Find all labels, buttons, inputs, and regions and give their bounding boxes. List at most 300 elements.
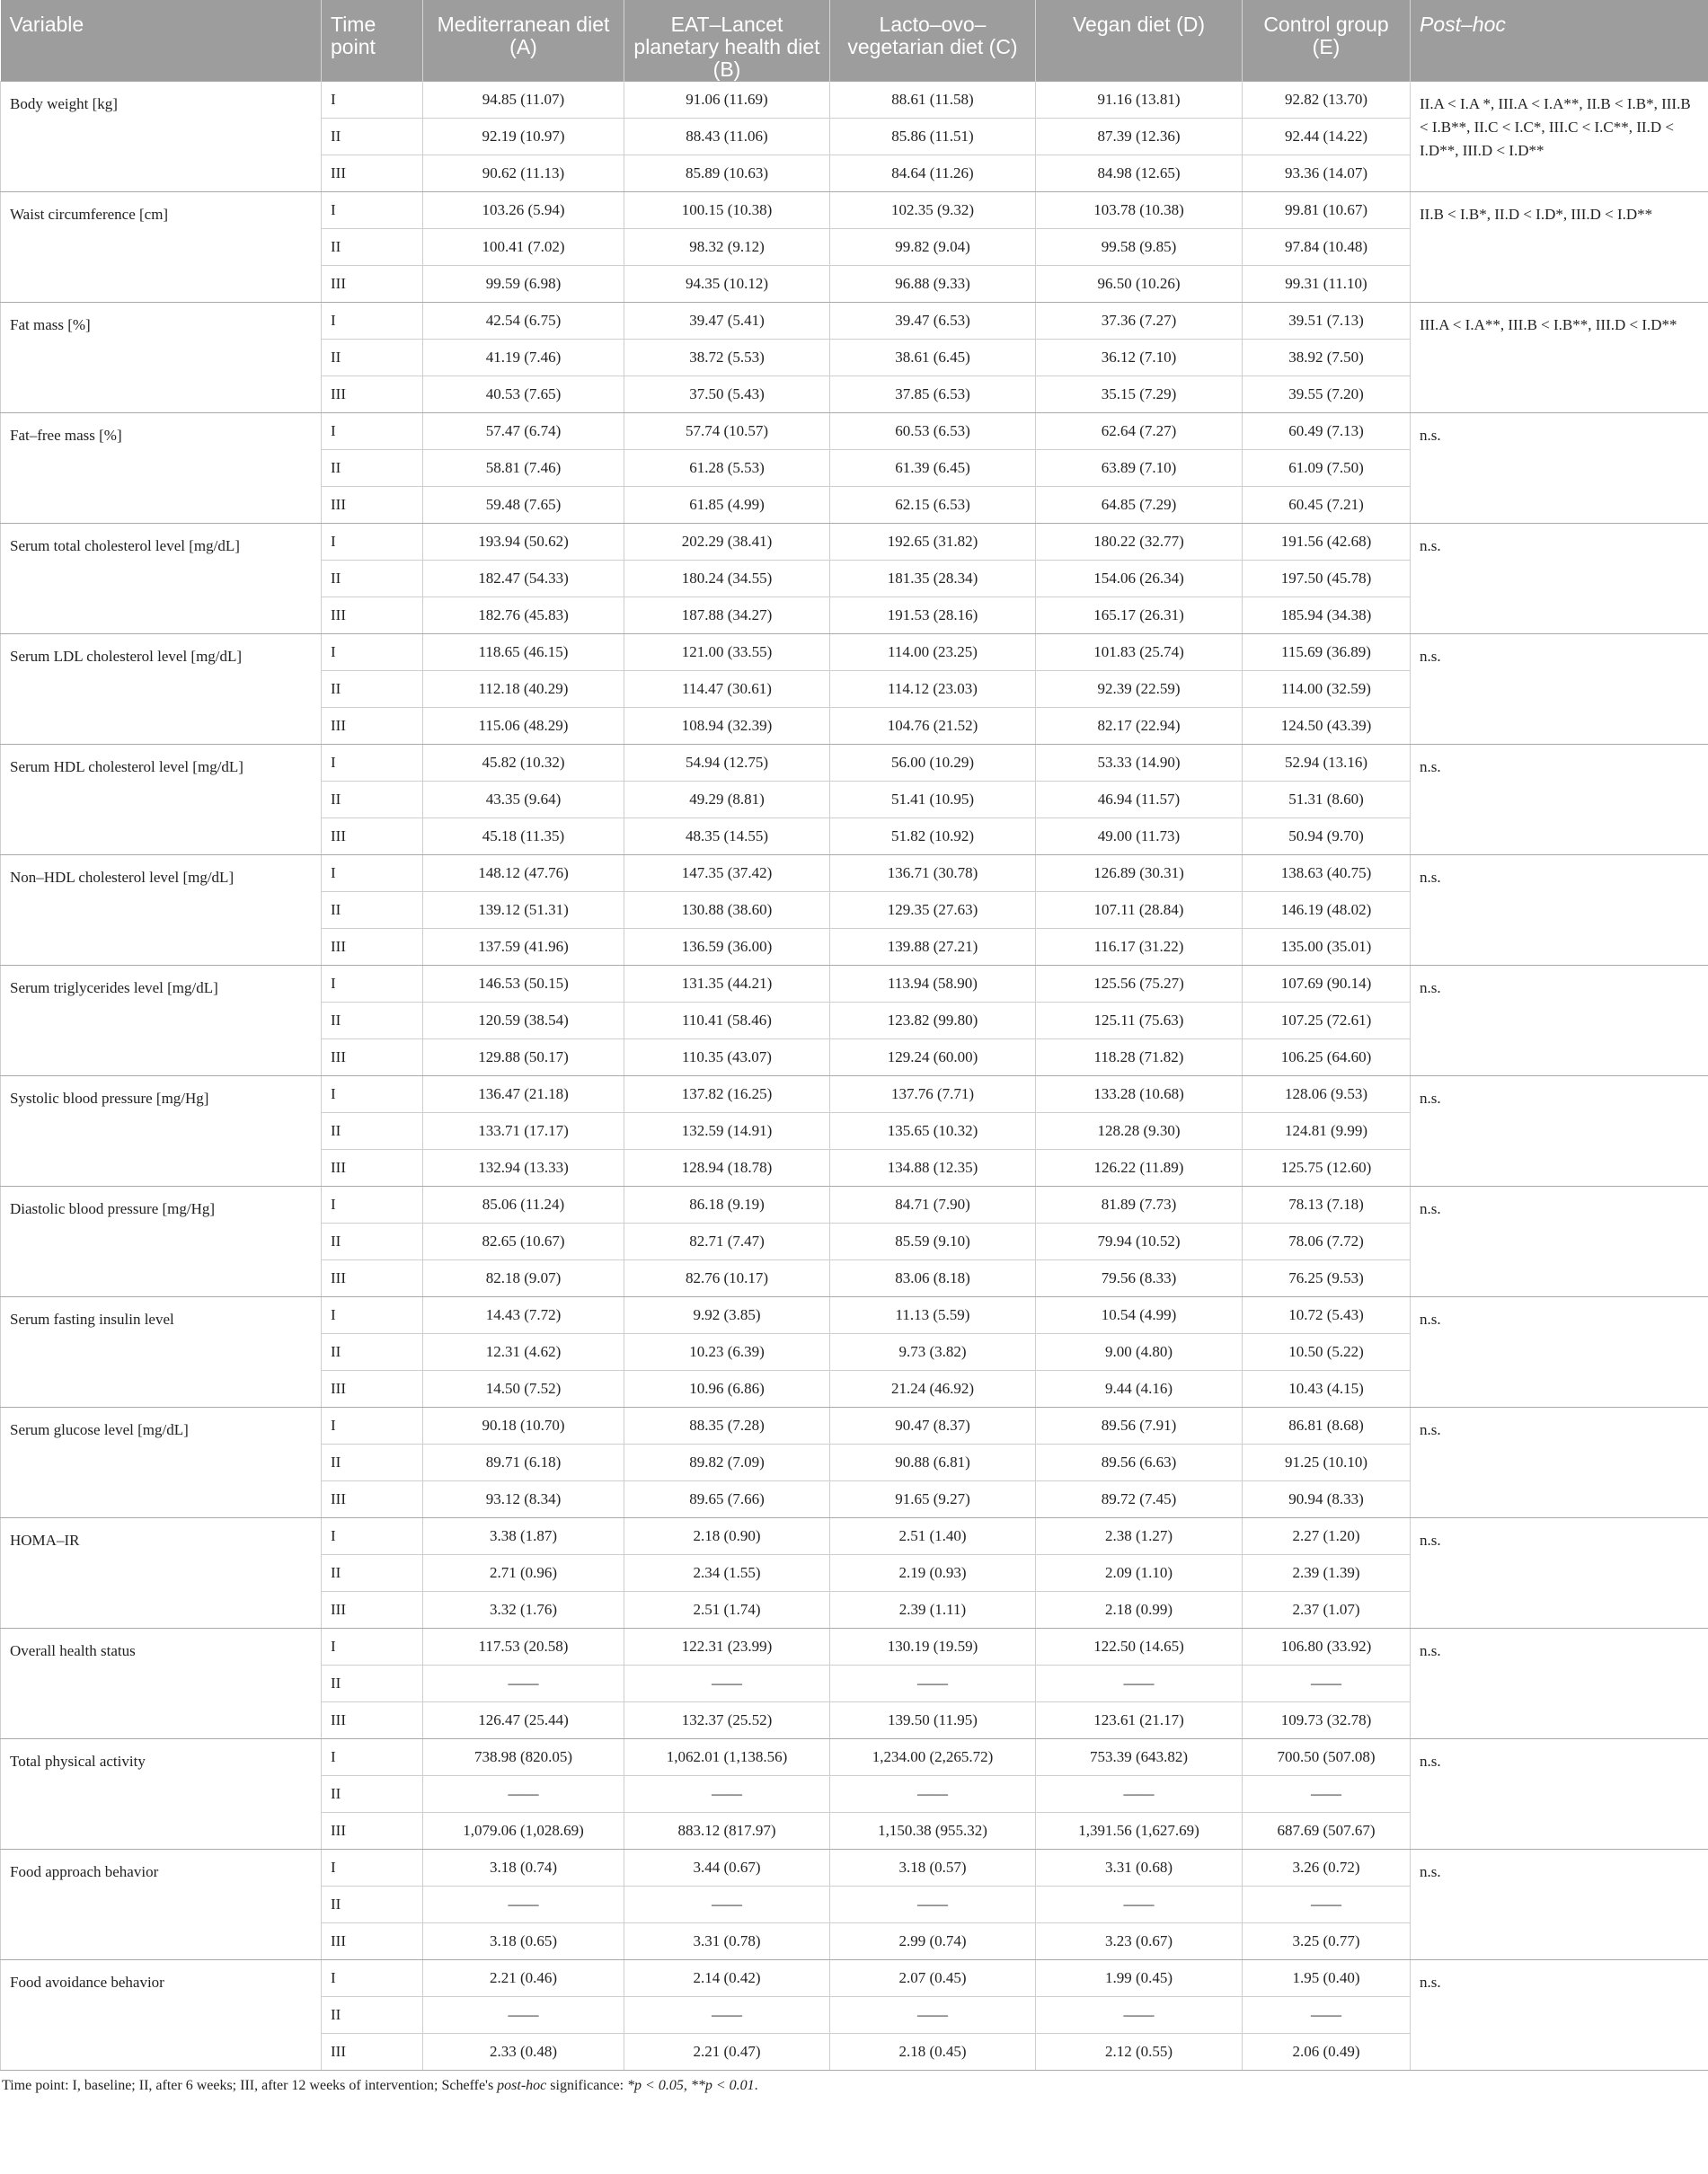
- value-cell: 753.39 (643.82): [1036, 1739, 1243, 1776]
- value-cell: 139.12 (51.31): [423, 892, 624, 929]
- value-cell: 123.82 (99.80): [830, 1003, 1036, 1039]
- value-cell: 133.28 (10.68): [1036, 1076, 1243, 1113]
- value-cell: 90.18 (10.70): [423, 1408, 624, 1445]
- value-cell: 126.47 (25.44): [423, 1702, 624, 1739]
- value-cell: 62.64 (7.27): [1036, 413, 1243, 450]
- value-cell: 94.35 (10.12): [624, 266, 830, 303]
- value-cell: 130.19 (19.59): [830, 1629, 1036, 1666]
- value-cell: 38.72 (5.53): [624, 340, 830, 376]
- posthoc-cell: n.s.: [1411, 524, 1708, 634]
- value-cell: 64.85 (7.29): [1036, 487, 1243, 524]
- time-point-cell: II: [322, 229, 423, 266]
- table-row: [1, 1297, 1708, 1334]
- value-cell: 738.98 (820.05): [423, 1739, 624, 1776]
- value-cell: 9.92 (3.85): [624, 1297, 830, 1334]
- value-cell: 132.37 (25.52): [624, 1702, 830, 1739]
- time-point-cell: III: [322, 1371, 423, 1408]
- value-cell: 79.56 (8.33): [1036, 1260, 1243, 1297]
- value-cell: 10.72 (5.43): [1243, 1297, 1411, 1334]
- value-cell: 79.94 (10.52): [1036, 1224, 1243, 1260]
- time-point-cell: I: [322, 1850, 423, 1887]
- variable-cell: HOMA–IR: [1, 1518, 322, 1629]
- posthoc-cell: n.s.: [1411, 966, 1708, 1076]
- value-cell: 85.89 (10.63): [624, 155, 830, 192]
- value-cell: 98.32 (9.12): [624, 229, 830, 266]
- variable-cell: Serum glucose level [mg/dL]: [1, 1408, 322, 1518]
- value-cell: 81.89 (7.73): [1036, 1187, 1243, 1224]
- posthoc-cell: n.s.: [1411, 1518, 1708, 1629]
- value-cell: 129.35 (27.63): [830, 892, 1036, 929]
- value-cell: 136.59 (36.00): [624, 929, 830, 966]
- value-cell: 182.47 (54.33): [423, 561, 624, 597]
- value-cell: 191.53 (28.16): [830, 597, 1036, 634]
- value-cell: 135.00 (35.01): [1243, 929, 1411, 966]
- posthoc-cell: n.s.: [1411, 1297, 1708, 1408]
- value-cell: ——: [830, 1997, 1036, 2034]
- value-cell: 99.81 (10.67): [1243, 192, 1411, 229]
- time-point-cell: II: [322, 1887, 423, 1923]
- table-body: [1, 82, 1708, 2071]
- value-cell: 2.37 (1.07): [1243, 1592, 1411, 1629]
- value-cell: 93.36 (14.07): [1243, 155, 1411, 192]
- value-cell: 137.76 (7.71): [830, 1076, 1036, 1113]
- value-cell: 2.39 (1.39): [1243, 1555, 1411, 1592]
- variable-cell: Body weight [kg]: [1, 82, 322, 192]
- time-point-cell: II: [322, 119, 423, 155]
- value-cell: 2.51 (1.40): [830, 1518, 1036, 1555]
- value-cell: 115.69 (36.89): [1243, 634, 1411, 671]
- value-cell: 133.71 (17.17): [423, 1113, 624, 1150]
- value-cell: 89.82 (7.09): [624, 1445, 830, 1481]
- variable-cell: Fat mass [%]: [1, 303, 322, 413]
- value-cell: 2.38 (1.27): [1036, 1518, 1243, 1555]
- value-cell: ——: [624, 1997, 830, 2034]
- value-cell: ——: [423, 1887, 624, 1923]
- time-point-cell: II: [322, 892, 423, 929]
- value-cell: 90.47 (8.37): [830, 1408, 1036, 1445]
- time-point-cell: II: [322, 340, 423, 376]
- table-footnote: Time point: I, baseline; II, after 6 weeks; III, after 12 weeks of intervention; Scheffe's post-hoc significance: *p < 0.05, **p < 0.01.: [2, 2078, 758, 2093]
- value-cell: ——: [830, 1887, 1036, 1923]
- value-cell: 2.99 (0.74): [830, 1923, 1036, 1960]
- time-point-cell: I: [322, 1408, 423, 1445]
- time-point-cell: I: [322, 1629, 423, 1666]
- value-cell: 88.43 (11.06): [624, 119, 830, 155]
- time-point-cell: II: [322, 1334, 423, 1371]
- value-cell: 56.00 (10.29): [830, 745, 1036, 782]
- value-cell: 92.39 (22.59): [1036, 671, 1243, 708]
- value-cell: 96.88 (9.33): [830, 266, 1036, 303]
- value-cell: 51.41 (10.95): [830, 782, 1036, 818]
- value-cell: ——: [624, 1776, 830, 1813]
- value-cell: 124.50 (43.39): [1243, 708, 1411, 745]
- time-point-cell: II: [322, 1003, 423, 1039]
- time-point-cell: III: [322, 597, 423, 634]
- value-cell: 114.47 (30.61): [624, 671, 830, 708]
- time-point-cell: III: [322, 487, 423, 524]
- value-cell: 1,150.38 (955.32): [830, 1813, 1036, 1850]
- value-cell: 2.19 (0.93): [830, 1555, 1036, 1592]
- value-cell: 84.71 (7.90): [830, 1187, 1036, 1224]
- time-point-cell: I: [322, 1187, 423, 1224]
- variable-cell: Total physical activity: [1, 1739, 322, 1850]
- time-point-cell: III: [322, 818, 423, 855]
- posthoc-cell: n.s.: [1411, 855, 1708, 966]
- time-point-cell: III: [322, 266, 423, 303]
- value-cell: 61.39 (6.45): [830, 450, 1036, 487]
- posthoc-cell: n.s.: [1411, 1850, 1708, 1960]
- value-cell: 9.00 (4.80): [1036, 1334, 1243, 1371]
- time-point-cell: II: [322, 1555, 423, 1592]
- value-cell: 85.59 (9.10): [830, 1224, 1036, 1260]
- posthoc-cell: n.s.: [1411, 1739, 1708, 1850]
- value-cell: 10.54 (4.99): [1036, 1297, 1243, 1334]
- value-cell: 114.00 (23.25): [830, 634, 1036, 671]
- value-cell: 91.16 (13.81): [1036, 82, 1243, 119]
- value-cell: 187.88 (34.27): [624, 597, 830, 634]
- variable-cell: Non–HDL cholesterol level [mg/dL]: [1, 855, 322, 966]
- value-cell: ——: [423, 1997, 624, 2034]
- value-cell: 113.94 (58.90): [830, 966, 1036, 1003]
- variable-cell: Food avoidance behavior: [1, 1960, 322, 2071]
- value-cell: ——: [1036, 1887, 1243, 1923]
- value-cell: 89.56 (6.63): [1036, 1445, 1243, 1481]
- header-row: [1, 0, 1708, 82]
- value-cell: 2.33 (0.48): [423, 2034, 624, 2071]
- variable-cell: Serum triglycerides level [mg/dL]: [1, 966, 322, 1076]
- value-cell: 139.50 (11.95): [830, 1702, 1036, 1739]
- value-cell: 92.82 (13.70): [1243, 82, 1411, 119]
- value-cell: 63.89 (7.10): [1036, 450, 1243, 487]
- value-cell: 10.23 (6.39): [624, 1334, 830, 1371]
- variable-cell: Serum HDL cholesterol level [mg/dL]: [1, 745, 322, 855]
- value-cell: 115.06 (48.29): [423, 708, 624, 745]
- time-point-cell: I: [322, 413, 423, 450]
- value-cell: 182.76 (45.83): [423, 597, 624, 634]
- value-cell: 1,079.06 (1,028.69): [423, 1813, 624, 1850]
- value-cell: 91.25 (10.10): [1243, 1445, 1411, 1481]
- value-cell: 60.45 (7.21): [1243, 487, 1411, 524]
- value-cell: 148.12 (47.76): [423, 855, 624, 892]
- variable-cell: Food approach behavior: [1, 1850, 322, 1960]
- value-cell: ——: [1036, 1997, 1243, 2034]
- value-cell: 92.44 (14.22): [1243, 119, 1411, 155]
- value-cell: 92.19 (10.97): [423, 119, 624, 155]
- value-cell: 102.35 (9.32): [830, 192, 1036, 229]
- variable-cell: Serum fasting insulin level: [1, 1297, 322, 1408]
- posthoc-cell: n.s.: [1411, 1629, 1708, 1739]
- value-cell: 62.15 (6.53): [830, 487, 1036, 524]
- value-cell: 2.09 (1.10): [1036, 1555, 1243, 1592]
- value-cell: 99.59 (6.98): [423, 266, 624, 303]
- table-row: [1, 192, 1708, 229]
- value-cell: ——: [1243, 1997, 1411, 2034]
- value-cell: 2.21 (0.47): [624, 2034, 830, 2071]
- value-cell: 59.48 (7.65): [423, 487, 624, 524]
- value-cell: 118.65 (46.15): [423, 634, 624, 671]
- value-cell: 2.18 (0.90): [624, 1518, 830, 1555]
- value-cell: 2.21 (0.46): [423, 1960, 624, 1997]
- value-cell: 50.94 (9.70): [1243, 818, 1411, 855]
- value-cell: 58.81 (7.46): [423, 450, 624, 487]
- posthoc-cell: III.A < I.A**, III.B < I.B**, III.D < I.D**: [1411, 303, 1708, 413]
- header-eat-lancet: EAT–Lancet planetary health diet (B): [624, 0, 830, 82]
- header-control: Control group (E): [1243, 0, 1411, 82]
- posthoc-cell: n.s.: [1411, 1960, 1708, 2071]
- value-cell: 181.35 (28.34): [830, 561, 1036, 597]
- value-cell: 126.89 (30.31): [1036, 855, 1243, 892]
- time-point-cell: I: [322, 82, 423, 119]
- value-cell: 43.35 (9.64): [423, 782, 624, 818]
- value-cell: 191.56 (42.68): [1243, 524, 1411, 561]
- value-cell: ——: [1243, 1666, 1411, 1702]
- time-point-cell: III: [322, 1039, 423, 1076]
- value-cell: ——: [830, 1666, 1036, 1702]
- value-cell: 9.73 (3.82): [830, 1334, 1036, 1371]
- value-cell: 131.35 (44.21): [624, 966, 830, 1003]
- value-cell: ——: [624, 1666, 830, 1702]
- value-cell: 88.35 (7.28): [624, 1408, 830, 1445]
- value-cell: 2.34 (1.55): [624, 1555, 830, 1592]
- value-cell: 3.44 (0.67): [624, 1850, 830, 1887]
- time-point-cell: III: [322, 1592, 423, 1629]
- value-cell: 128.94 (18.78): [624, 1150, 830, 1187]
- value-cell: 85.06 (11.24): [423, 1187, 624, 1224]
- value-cell: 103.78 (10.38): [1036, 192, 1243, 229]
- header-posthoc: Post–hoc: [1411, 0, 1708, 82]
- value-cell: 3.38 (1.87): [423, 1518, 624, 1555]
- value-cell: 124.81 (9.99): [1243, 1113, 1411, 1150]
- value-cell: 2.18 (0.45): [830, 2034, 1036, 2071]
- table-row: [1, 1629, 1708, 1666]
- value-cell: 53.33 (14.90): [1036, 745, 1243, 782]
- value-cell: 3.32 (1.76): [423, 1592, 624, 1629]
- posthoc-cell: n.s.: [1411, 413, 1708, 524]
- value-cell: 125.11 (75.63): [1036, 1003, 1243, 1039]
- table-row: [1, 524, 1708, 561]
- value-cell: 125.75 (12.60): [1243, 1150, 1411, 1187]
- variable-cell: Waist circumference [cm]: [1, 192, 322, 303]
- value-cell: 1,234.00 (2,265.72): [830, 1739, 1036, 1776]
- value-cell: 39.47 (5.41): [624, 303, 830, 340]
- value-cell: 99.82 (9.04): [830, 229, 1036, 266]
- value-cell: 114.12 (23.03): [830, 671, 1036, 708]
- value-cell: 108.94 (32.39): [624, 708, 830, 745]
- variable-cell: Diastolic blood pressure [mg/Hg]: [1, 1187, 322, 1297]
- value-cell: 193.94 (50.62): [423, 524, 624, 561]
- value-cell: 104.76 (21.52): [830, 708, 1036, 745]
- value-cell: 3.31 (0.68): [1036, 1850, 1243, 1887]
- value-cell: 37.36 (7.27): [1036, 303, 1243, 340]
- table-row: [1, 855, 1708, 892]
- variable-cell: Serum total cholesterol level [mg/dL]: [1, 524, 322, 634]
- value-cell: 91.65 (9.27): [830, 1481, 1036, 1518]
- value-cell: 38.61 (6.45): [830, 340, 1036, 376]
- value-cell: ——: [624, 1887, 830, 1923]
- value-cell: 78.06 (7.72): [1243, 1224, 1411, 1260]
- value-cell: 2.07 (0.45): [830, 1960, 1036, 1997]
- value-cell: 86.81 (8.68): [1243, 1408, 1411, 1445]
- table-row: [1, 745, 1708, 782]
- value-cell: 136.47 (21.18): [423, 1076, 624, 1113]
- value-cell: 2.14 (0.42): [624, 1960, 830, 1997]
- time-point-cell: III: [322, 1813, 423, 1850]
- value-cell: 107.25 (72.61): [1243, 1003, 1411, 1039]
- value-cell: 60.53 (6.53): [830, 413, 1036, 450]
- time-point-cell: II: [322, 671, 423, 708]
- value-cell: 85.86 (11.51): [830, 119, 1036, 155]
- value-cell: 700.50 (507.08): [1243, 1739, 1411, 1776]
- value-cell: 37.85 (6.53): [830, 376, 1036, 413]
- table-row: [1, 1518, 1708, 1555]
- value-cell: ——: [830, 1776, 1036, 1813]
- value-cell: 122.31 (23.99): [624, 1629, 830, 1666]
- value-cell: 120.59 (38.54): [423, 1003, 624, 1039]
- value-cell: 3.23 (0.67): [1036, 1923, 1243, 1960]
- value-cell: 165.17 (26.31): [1036, 597, 1243, 634]
- value-cell: 40.53 (7.65): [423, 376, 624, 413]
- value-cell: 112.18 (40.29): [423, 671, 624, 708]
- value-cell: 97.84 (10.48): [1243, 229, 1411, 266]
- value-cell: 42.54 (6.75): [423, 303, 624, 340]
- time-point-cell: II: [322, 1997, 423, 2034]
- time-point-cell: II: [322, 1666, 423, 1702]
- value-cell: 130.88 (38.60): [624, 892, 830, 929]
- value-cell: 110.41 (58.46): [624, 1003, 830, 1039]
- value-cell: 51.31 (8.60): [1243, 782, 1411, 818]
- value-cell: 123.61 (21.17): [1036, 1702, 1243, 1739]
- value-cell: 180.22 (32.77): [1036, 524, 1243, 561]
- value-cell: 52.94 (13.16): [1243, 745, 1411, 782]
- value-cell: 96.50 (10.26): [1036, 266, 1243, 303]
- value-cell: 3.26 (0.72): [1243, 1850, 1411, 1887]
- time-point-cell: II: [322, 1776, 423, 1813]
- value-cell: 134.88 (12.35): [830, 1150, 1036, 1187]
- value-cell: 10.50 (5.22): [1243, 1334, 1411, 1371]
- value-cell: 1.95 (0.40): [1243, 1960, 1411, 1997]
- value-cell: 90.62 (11.13): [423, 155, 624, 192]
- table-row: [1, 1408, 1708, 1445]
- value-cell: 49.00 (11.73): [1036, 818, 1243, 855]
- time-point-cell: I: [322, 1518, 423, 1555]
- time-point-cell: III: [322, 929, 423, 966]
- time-point-cell: III: [322, 1260, 423, 1297]
- value-cell: 87.39 (12.36): [1036, 119, 1243, 155]
- time-point-cell: I: [322, 524, 423, 561]
- value-cell: 99.31 (11.10): [1243, 266, 1411, 303]
- table-row: [1, 303, 1708, 340]
- variable-cell: Serum LDL cholesterol level [mg/dL]: [1, 634, 322, 745]
- value-cell: ——: [1036, 1666, 1243, 1702]
- value-cell: 39.51 (7.13): [1243, 303, 1411, 340]
- value-cell: 126.22 (11.89): [1036, 1150, 1243, 1187]
- time-point-cell: II: [322, 782, 423, 818]
- value-cell: 45.82 (10.32): [423, 745, 624, 782]
- value-cell: 45.18 (11.35): [423, 818, 624, 855]
- value-cell: 687.69 (507.67): [1243, 1813, 1411, 1850]
- value-cell: 3.18 (0.57): [830, 1850, 1036, 1887]
- value-cell: 180.24 (34.55): [624, 561, 830, 597]
- time-point-cell: II: [322, 1224, 423, 1260]
- value-cell: 39.47 (6.53): [830, 303, 1036, 340]
- value-cell: 12.31 (4.62): [423, 1334, 624, 1371]
- posthoc-cell: n.s.: [1411, 1408, 1708, 1518]
- value-cell: 76.25 (9.53): [1243, 1260, 1411, 1297]
- value-cell: 36.12 (7.10): [1036, 340, 1243, 376]
- value-cell: 61.28 (5.53): [624, 450, 830, 487]
- value-cell: 121.00 (33.55): [624, 634, 830, 671]
- value-cell: 202.29 (38.41): [624, 524, 830, 561]
- value-cell: 41.19 (7.46): [423, 340, 624, 376]
- value-cell: 117.53 (20.58): [423, 1629, 624, 1666]
- value-cell: 883.12 (817.97): [624, 1813, 830, 1850]
- value-cell: 78.13 (7.18): [1243, 1187, 1411, 1224]
- table-row: [1, 966, 1708, 1003]
- value-cell: 100.15 (10.38): [624, 192, 830, 229]
- value-cell: 197.50 (45.78): [1243, 561, 1411, 597]
- value-cell: 128.28 (9.30): [1036, 1113, 1243, 1150]
- value-cell: 46.94 (11.57): [1036, 782, 1243, 818]
- value-cell: 1.99 (0.45): [1036, 1960, 1243, 1997]
- table-row: [1, 413, 1708, 450]
- value-cell: 60.49 (7.13): [1243, 413, 1411, 450]
- time-point-cell: III: [322, 1923, 423, 1960]
- time-point-cell: I: [322, 1076, 423, 1113]
- table-row: [1, 1076, 1708, 1113]
- value-cell: 2.51 (1.74): [624, 1592, 830, 1629]
- value-cell: 82.71 (7.47): [624, 1224, 830, 1260]
- value-cell: 137.82 (16.25): [624, 1076, 830, 1113]
- value-cell: ——: [1036, 1776, 1243, 1813]
- value-cell: 88.61 (11.58): [830, 82, 1036, 119]
- header-mediterranean: Mediterranean diet (A): [423, 0, 624, 82]
- value-cell: 118.28 (71.82): [1036, 1039, 1243, 1076]
- value-cell: 3.18 (0.65): [423, 1923, 624, 1960]
- time-point-cell: III: [322, 155, 423, 192]
- value-cell: 21.24 (46.92): [830, 1371, 1036, 1408]
- header-variable: Variable: [1, 0, 322, 82]
- value-cell: 107.69 (90.14): [1243, 966, 1411, 1003]
- posthoc-cell: II.B < I.B*, II.D < I.D*, III.D < I.D**: [1411, 192, 1708, 303]
- posthoc-cell: II.A < I.A *, III.A < I.A**, II.B < I.B*, III.B < I.B**, II.C < I.C*, III.C < I.C**, II.D < I.D**, III.D < I.D**: [1411, 82, 1708, 192]
- value-cell: 2.06 (0.49): [1243, 2034, 1411, 2071]
- time-point-cell: II: [322, 1445, 423, 1481]
- value-cell: 38.92 (7.50): [1243, 340, 1411, 376]
- value-cell: 49.29 (8.81): [624, 782, 830, 818]
- value-cell: ——: [423, 1666, 624, 1702]
- header-vegan: Vegan diet (D): [1036, 0, 1243, 82]
- value-cell: 129.24 (60.00): [830, 1039, 1036, 1076]
- value-cell: 82.17 (22.94): [1036, 708, 1243, 745]
- value-cell: 3.18 (0.74): [423, 1850, 624, 1887]
- time-point-cell: II: [322, 450, 423, 487]
- value-cell: 83.06 (8.18): [830, 1260, 1036, 1297]
- value-cell: 106.80 (33.92): [1243, 1629, 1411, 1666]
- value-cell: 139.88 (27.21): [830, 929, 1036, 966]
- time-point-cell: III: [322, 1481, 423, 1518]
- posthoc-cell: n.s.: [1411, 745, 1708, 855]
- value-cell: 3.25 (0.77): [1243, 1923, 1411, 1960]
- value-cell: 129.88 (50.17): [423, 1039, 624, 1076]
- value-cell: 84.64 (11.26): [830, 155, 1036, 192]
- value-cell: 86.18 (9.19): [624, 1187, 830, 1224]
- time-point-cell: III: [322, 2034, 423, 2071]
- value-cell: 82.65 (10.67): [423, 1224, 624, 1260]
- posthoc-cell: n.s.: [1411, 634, 1708, 745]
- value-cell: 154.06 (26.34): [1036, 561, 1243, 597]
- time-point-cell: II: [322, 561, 423, 597]
- value-cell: 84.98 (12.65): [1036, 155, 1243, 192]
